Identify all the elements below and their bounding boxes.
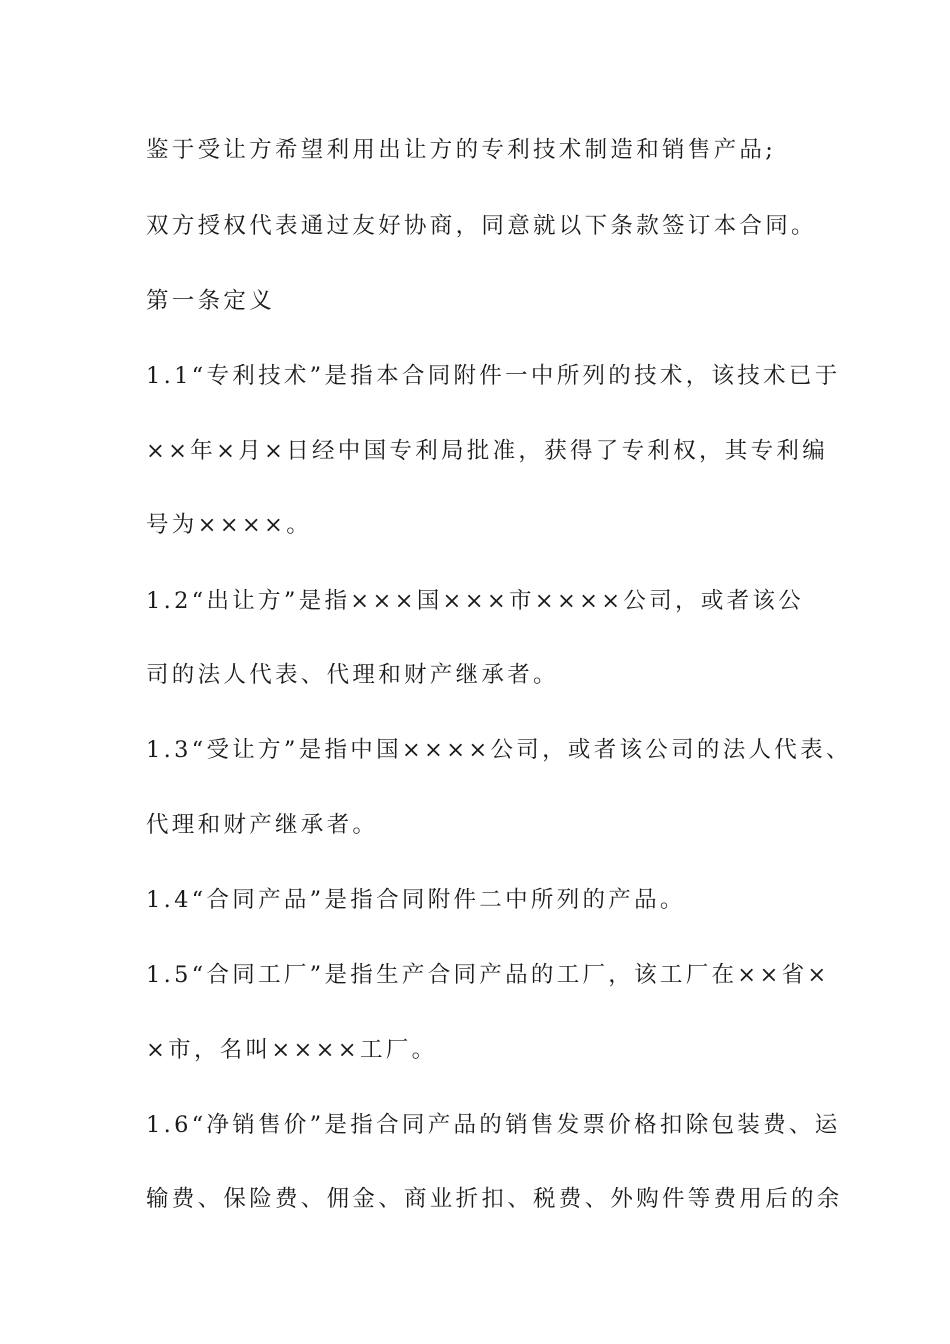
clause-1-6-line-2: 输费、保险费、佣金、商业折扣、税费、外购件等费用后的余	[146, 1186, 843, 1212]
clause-1-3-line-1: 1.3“受让方”是指中国××××公司，或者该公司的法人代表、	[146, 737, 852, 763]
clause-1-5-line-1: 1.5“合同工厂”是指生产合同产品的工厂，该工厂在××省×	[146, 962, 830, 988]
article-heading: 第一条定义	[146, 288, 276, 314]
clause-1-4-line-1: 1.4“合同产品”是指合同附件二中所列的产品。	[146, 887, 686, 913]
clause-1-1-line-1: 1.1“专利技术”是指本合同附件一中所列的技术，该技术已于	[146, 363, 841, 389]
clause-1-3-line-2: 代理和财产继承者。	[146, 812, 379, 838]
clause-1-1-line-3: 号为××××。	[146, 512, 313, 538]
clause-1-6-line-1: 1.6“净销售价”是指合同产品的销售发票价格扣除包装费、运	[146, 1112, 841, 1138]
recital-agreement: 双方授权代表通过友好协商，同意就以下条款签订本合同。	[146, 213, 817, 239]
recital-purpose: 鉴于受让方希望利用出让方的专利技术制造和销售产品;	[146, 137, 777, 163]
clause-1-2-line-1: 1.2“出让方”是指×××国×××市××××公司，或者该公	[146, 588, 805, 614]
clause-1-5-line-2: ×市，名叫××××工厂。	[146, 1037, 438, 1063]
clause-1-2-line-2: 司的法人代表、代理和财产继承者。	[146, 662, 559, 688]
clause-1-1-line-2: ××年×月×日经中国专利局批准，获得了专利权，其专利编	[146, 438, 829, 464]
